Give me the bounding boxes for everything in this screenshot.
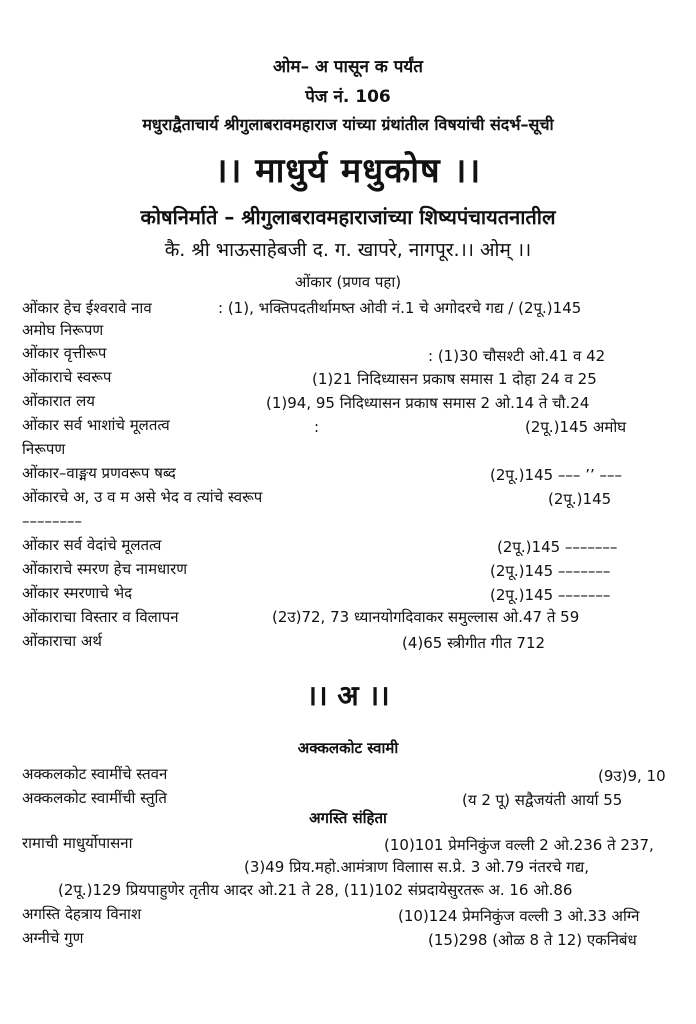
entry-reference: (2पू.)145 ––––––– [490,586,611,604]
entry-left: ओंकाराचा विस्तार व विलापन [22,608,179,626]
entry-continuation: अमोघ निरूपण [22,321,104,339]
entry-continuation: –––––––– [22,512,82,530]
entry-reference: : (1), भक्तिपदतीर्थामष्त ओवी नं.1 चे अगोदरचे गद्य ∕ (2पू.)145 [218,299,582,317]
entry-reference: (2पू.)145 अमोघ [525,418,627,436]
entry-left: अगस्ति देहत्राय विनाश [22,905,142,923]
entry-continuation: निरूपण [22,440,66,458]
entry-reference: (2उ)72, 73 ध्यानयोगदिवाकर समुल्लास ओ.47 ते 59 [272,608,580,626]
entry-left: रामाची माधुर्योपासना [22,834,133,852]
compiler-line: कोषनिर्माते – श्रीगुलाबरावमहाराजांच्या शिष्यपंचायतनातील [140,205,556,229]
entry-reference: (4)65 स्त्रीगीत गीत 712 [402,634,546,652]
entry-left: ओंकारात लय [22,392,95,410]
entry-left: अक्कलकोट स्वामींची स्तुति [22,789,167,807]
entry-reference: (2पू.)145 [548,490,612,508]
section-title-a: ।। अ ।। [306,679,390,712]
entry-left: ओंकार हेच ईश्वरावे नाव [22,299,152,317]
entry-reference: (य 2 पू) सद्वैजयंती आर्या 55 [462,791,623,809]
entry-left: ओंकार–वाङ्मय प्रणवरूप षब्द [22,464,176,482]
entry-continuation: (2पू.)129 प्रियपाहुणेर तृतीय आदर ओ.21 ते 28, (11)102 संप्रदायेसुरतरू अ. 16 ओ.86 [58,881,573,899]
entry-reference: (10)101 प्रेमनिकुंज वल्ली 2 ओ.236 ते 237, [384,836,654,854]
header-page-number: पेज नं. 106 [305,87,391,107]
entry-left: ओंकाराचे स्मरण हेच नामधारण [22,560,188,578]
entry-reference: (2पू.)145 ––––––– [490,562,611,580]
entry-left: ओंकारचे अ, उ व म असे भेद व त्यांचे स्वरूप [22,488,263,506]
entry-left: ओंकार वृत्तीरूप [22,344,107,362]
compiler-name-line: कै. श्री भाऊसाहेबजी द. ग. खापरे, नागपूर.।। ओम् ।। [164,239,532,261]
subsection-heading: अक्कलकोट स्वामी [297,739,399,757]
entry-reference: (9उ)9, 10 [598,767,666,785]
entry-reference: (1)21 निदिध्यासन प्रकाष समास 1 दोहा 24 व 25 [312,370,597,388]
entry-left: ओंकार सर्व वेदांचे मूलतत्व [22,536,162,554]
entry-left: ओंकाराचा अर्थ [22,632,102,650]
header-subtitle: मधुराद्वैताचार्य श्रीगुलाबरावमहाराज यांच्या ग्रंथांतील विषयांची संदर्भ–सूची [142,115,554,134]
section-heading-omkar: ओंकार (प्रणव पहा) [294,273,402,291]
entry-left: ओंकार स्मरणाचे भेद [22,584,133,602]
entry-reference: (2पू.)145 ––––––– [497,538,618,556]
entry-reference: : (1)30 चौसश्टी ओ.41 व 42 [428,347,606,365]
entry-reference: (15)298 (ओळ 8 ते 12) एकनिबंध [428,931,637,949]
entry-reference: (10)124 प्रेमनिकुंज वल्ली 3 ओ.33 अग्नि [398,907,640,925]
entry-left: ओंकाराचे स्वरूप [22,368,112,386]
subsection-heading: अगस्ति संहिता [309,809,387,827]
entry-colon: : [314,418,320,436]
document-title: ।। माधुर्य मधुकोष ।। [214,151,482,191]
entry-left: अक्कलकोट स्वामींचे स्तवन [22,765,168,783]
entry-reference: (2पू.)145 ––– ’’ ––– [490,466,623,484]
entry-left: ओंकार सर्व भाशांचे मूलतत्व [22,416,170,434]
entry-left: अग्नीचे गुण [22,929,84,947]
header-line-1: ओम– अ पासून क पर्यंत [273,57,423,77]
entry-reference: (1)94, 95 निदिध्यासन प्रकाष समास 2 ओ.14 ते चौ.24 [266,394,590,412]
entry-continuation: (3)49 प्रिय.महो.आमंत्राण विलाास स.प्रे. 3 ओ.79 नंतरचे गद्य, [244,858,589,876]
